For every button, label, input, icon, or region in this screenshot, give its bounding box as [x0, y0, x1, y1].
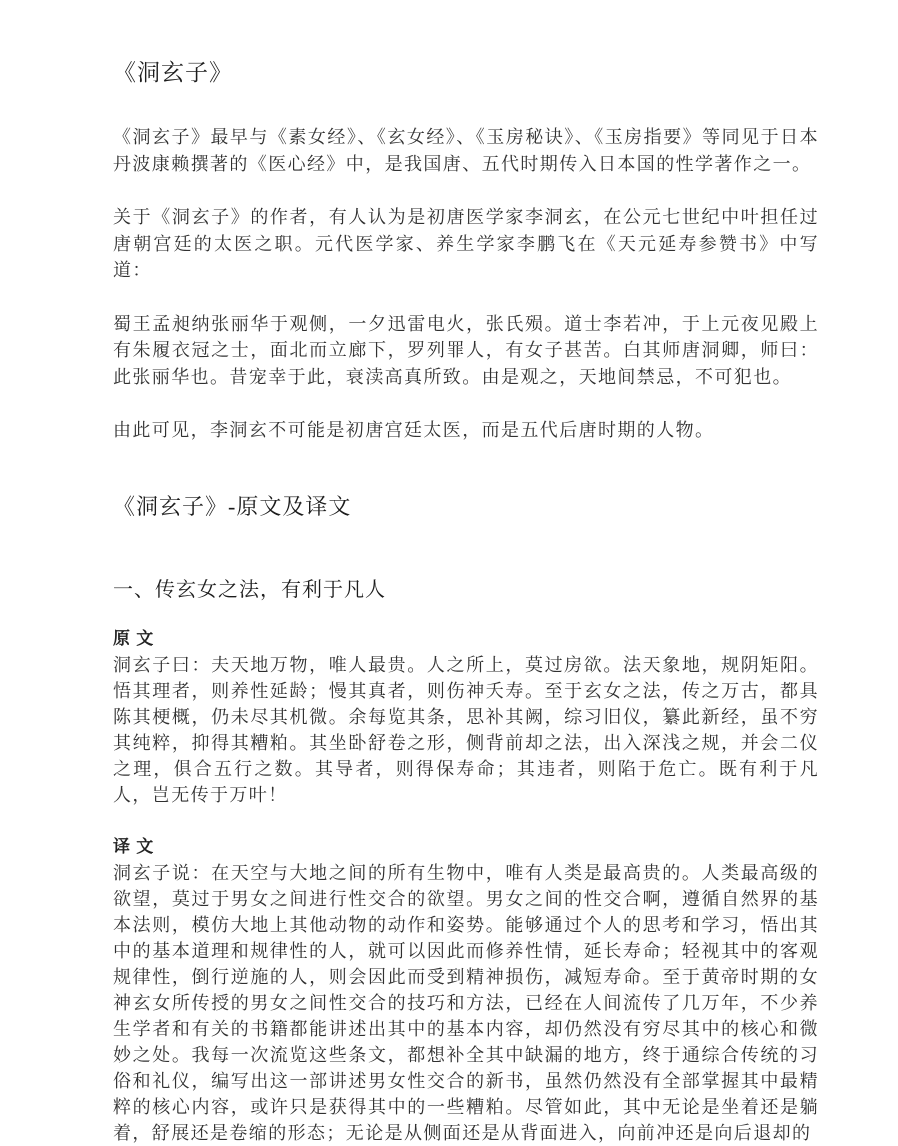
original-text-label: 原 文 — [113, 628, 155, 648]
intro-paragraph-4: 由此可见，李洞玄不可能是初唐宫廷太医，而是五代后唐时期的人物。 — [113, 420, 715, 440]
original-text: 洞玄子曰：夫天地万物，唯人最贵。人之所上，莫过房欲。法天象地，规阴矩阳。悟其理者，则养性延龄；慢其真者，则伤神夭寿。至于玄女之法，传之万古，都具陈其梗概，仍未尽其机微。余每览其条，思补其阙，综习旧仪，纂此新经，虽不穷其纯粹，抑得其糟粕。其坐卧舒卷之形，侧背前却之法，出入深浅之规，并会二仪之理，俱合五行之数。其导者，则得保寿命；其违者，则陷于危亡。既有利于凡人，岂无传于万叶！ — [113, 654, 819, 805]
intro-paragraph-3: 蜀王孟昶纳张丽华于观侧，一夕迅雷电火，张氏殒。道士李若冲，于上元夜见殿上有朱履衣冠之士，面北而立廊下，罗列罪人，有女子甚苦。白其师唐洞卿，师曰：此张丽华也。昔宠幸于此，衰渎高真所致。由是观之，天地间禁忌，不可犯也。 — [113, 313, 819, 387]
section-title: 《洞玄子》-原文及译文 — [113, 493, 352, 519]
intro-paragraph-1: 《洞玄子》最早与《素女经》、《玄女经》、《玉房秘诀》、《玉房指要》等同见于日本丹波康赖撰著的《医心经》中，是我国唐、五代时期传入日本国的性学著作之一。 — [113, 127, 819, 174]
page-title: 《洞玄子》 — [113, 60, 233, 85]
chapter-heading: 一、传玄女之法，有利于凡人 — [113, 578, 386, 601]
document-content — [113, 58, 819, 1146]
translation-text-label: 译 文 — [113, 836, 155, 856]
intro-paragraph-2: 关于《洞玄子》的作者，有人认为是初唐医学家李洞玄，在公元七世纪中叶担任过唐朝宫廷的太医之职。元代医学家、养生学家李鹏飞在《天元延寿参赞书》中写道： — [113, 207, 819, 280]
translation-text: 洞玄子说：在天空与大地之间的所有生物中，唯有人类是最高贵的。人类最高级的欲望，莫过于男女之间进行性交合的欲望。男女之间的性交合啊，遵循自然界的基本法则，模仿大地上其他动物的动作和姿势。能够通过个人的思考和学习，悟出其中的基本道理和规律性的人，就可以因此而修养性情，延长寿命；轻视其中的客观规律性，倒行逆施的人，则会因此而受到精神损伤，减短寿命。至于黄帝时期的女神玄女所传授的男女之间性交合的技巧和方法，已经在人间流传了几万年，不少养生学者和有关的书籍都能讲述出其中的基本内容，却仍然没有穷尽其中的核心和微妙之处。我每一次流览这些条文，都想补全其中缺漏的地方，终于通综合传统的习俗和礼仪，编写出这一部讲述男女性交合的新书，虽然仍然没有全部掌握其中最精粹的核心内容，或许只是获得其中的一些糟粕。尽管如此，其中无论是坐着还是躺着，舒展还是卷缩的形态；无论是从侧面还是从背面进入，向前冲还是向后退却的 — [113, 862, 819, 1143]
